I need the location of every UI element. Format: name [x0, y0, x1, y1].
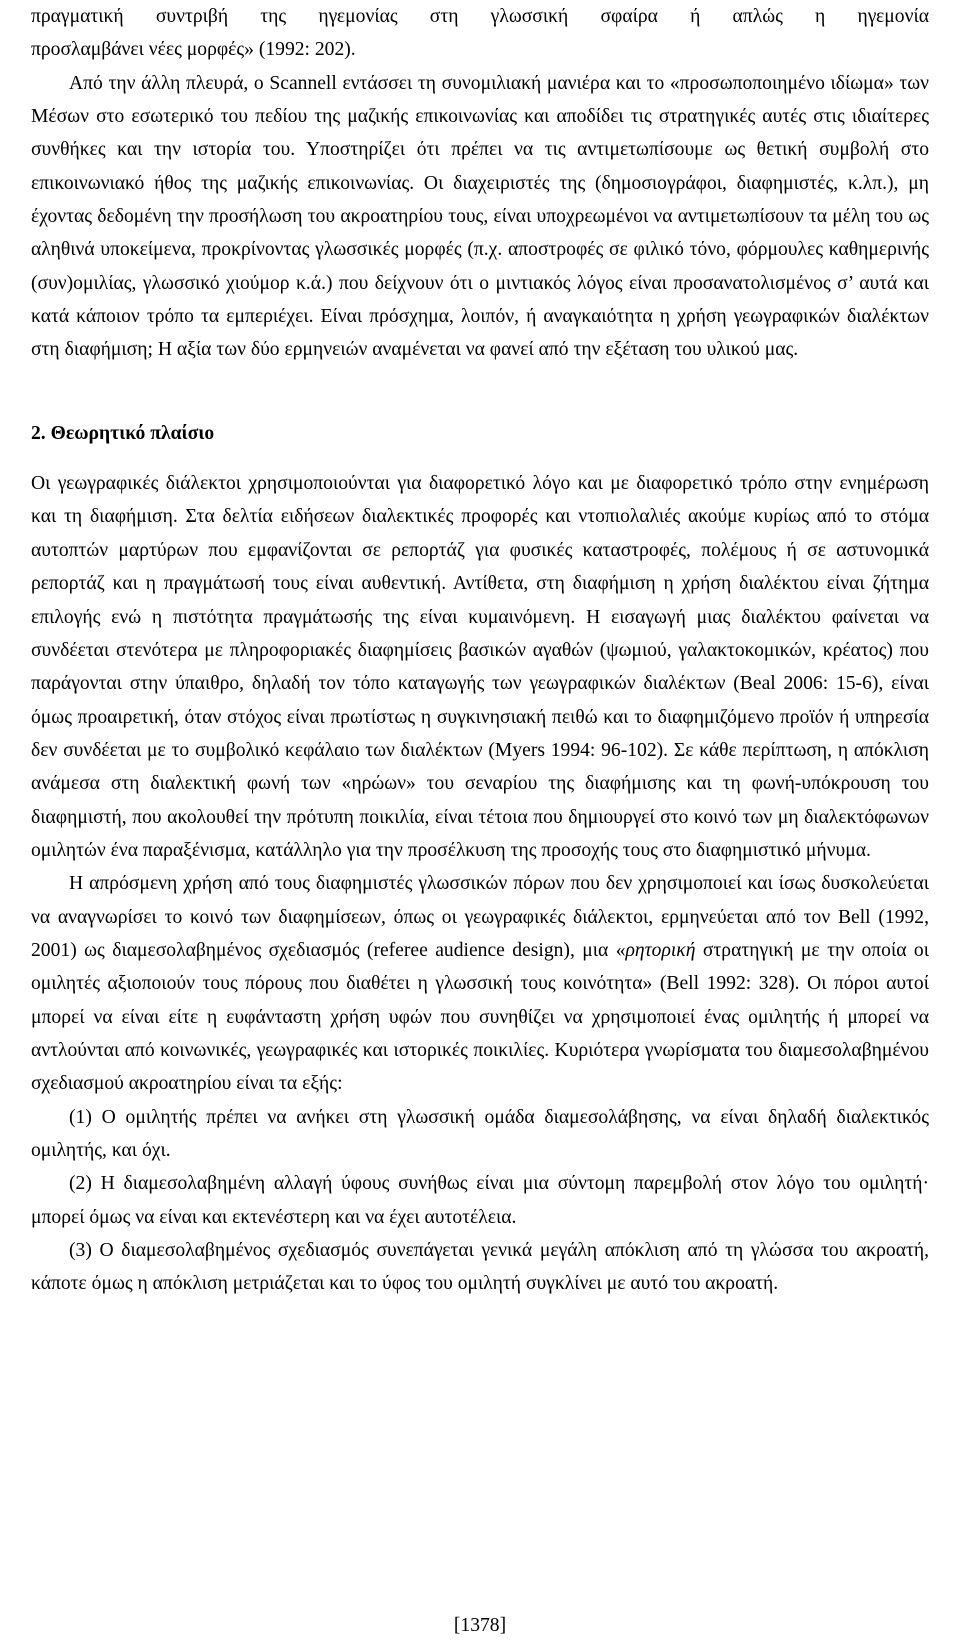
page-number: [1378] — [453, 1615, 507, 1636]
list-item-1: (1) Ο ομιλητής πρέπει να ανήκει στη γλωσσική ομάδα διαμεσολάβησης, να είναι δηλαδή διαλεκτικός ομιλητής, και όχι. — [31, 1106, 929, 1161]
document-page — [31, 0, 929, 1301]
opening-paragraph — [31, 0, 929, 33]
theory-paragraph-1: Οι γεωγραφικές διάλεκτοι χρησιμοποιούνται για διαφορετικό λόγο και με διαφορετικό τρόπο στην ενημέρωση και τη διαφήμιση. Στα δελτία ειδήσεων διαλεκτικές προφορές και ντοπιολαλιές ακούμε κυρίως από το στόμα αυτοπτών μαρτύρων που εμφανίζονται σε ρεπορτάζ για φυσικές καταστροφές, πολέμους ή σε αστυνομικά ρεπορτάζ και η πραγμάτωσή τους είναι αυθεντική. Αντίθετα, στη διαφήμιση η χρήση διαλέκτου είναι ζήτημα επιλογής ενώ η πιστότητα πραγμάτωσής της είναι κυμαινόμενη. Η εισαγωγή μιας διαλέκτου φαίνεται να συνδέεται στενότερα με πληροφοριακές διαφημίσεις βασικών αγαθών (ψωμιού, γαλακτοκομικών, κρέατος) που παράγονται στην ύπαιθρο, δηλαδή τον τόπο καταγωγής των γεωγραφικών διαλέκτων (Beal 2006: 15-6), είναι όμως προαιρετική, όταν στόχος είναι πρωτίστως η συγκινησιακή πειθώ και το διαφημιζόμενο προϊόν ή υπηρεσία δεν συνδέεται με το συμβολικό κεφάλαιο των διαλέκτων (Myers 1994: 96-102). Σε κάθε περίπτωση, η απόκλιση ανάμεσα στη διαλεκτική φωνή των «ηρώων» του σεναρίου της διαφήμισης και τη φωνή-υπόκρουση του διαφημιστή, που ακολουθεί την πρότυπη ποικιλία, είναι τέτοια που δημιουργεί στο κοινό των μη διαλεκτόφωνων ομιλητών ένα παραξένισμα, κατάλληλο για την προσέλκυση της προσοχής τους στο διαφημιστικό μήνυμα. — [31, 473, 929, 861]
theory-paragraph-2-text-before-italic: Η απρόσμενη χρήση από τους διαφημιστές γλωσσικών πόρων που δεν χρησιμοποιεί και ίσως δυσκολεύεται να αναγνωρίσει το κοινό των διαφημίσεων, όπως οι γεωγραφικές διάλεκτοι, ερμηνεύεται από τον Bell (1992, 2001) ως διαμεσολαβημένος σχεδιασμός (referee audience design), μια « — [31, 873, 929, 961]
opening-line-1: πραγματική συντριβή της ηγεμονίας στη γλωσσική σφαίρα ή απλώς η ηγεμονία — [31, 6, 929, 27]
italic-term-rhetorical: ρητορική — [625, 939, 696, 961]
list-item-2: (2) Η διαμεσολαβημένη αλλαγή ύφους συνήθως είναι μια σύντομη παρεμβολή στον λόγο του ομιλητή· μπορεί όμως να είναι και εκτενέστερη και να έχει αυτοτέλεια. — [31, 1173, 929, 1228]
scannell-paragraph: Από την άλλη πλευρά, ο Scannell εντάσσει τη συνομιλιακή μανιέρα και το «προσωποποιημένο ιδίωμα» των Μέσων στο εσωτερικό του πεδίου της μαζικής επικοινωνίας και αποδίδει τις στρατηγικές αυτές στις ιδιαίτερες συνθήκες και την ιστορία του. Υποστηρίζει ότι πρέπει να τις αντιμετωπίσουμε ως θετική συμβολή στο επικοινωνιακό ήθος της μαζικής επικοινωνίας. Οι διαχειριστές της (δημοσιογράφοι, διαφημιστές, κ.λπ.), μη έχοντας δεδομένη την προσήλωση του ακροατηρίου τους, είναι υποχρεωμένοι να αντιμετωπίσουν τα μέλη του ως αληθινά υποκείμενα, προκρίνοντας γλωσσικές μορφές (π.χ. αποστροφές σε φιλικό τόνο, φόρμουλες καθημερινής (συν)ομιλίας, γλωσσικό χιούμορ κ.ά.) που δείχνουν ότι ο μιντιακός λόγος είναι προσανατολισμένος σ’ αυτά και κατά κάποιον τρόπο τα εμπεριέχει. Είναι πρόσχημα, λοιπόν, ή αναγκαιότητα η χρήση γεωγραφικών διαλέκτων στη διαφήμιση; Η αξία των δύο ερμηνειών αναμένεται να φανεί από την εξέταση του υλικού μας. — [31, 72, 929, 361]
section-heading: 2. Θεωρητικό πλαίσιο — [31, 422, 215, 444]
theory-paragraph-2-text-after-italic: στρατηγική με την οποία οι ομιλητές αξιοποιούν τους πόρους που διαθέτει η γλωσσική τους κοινότητα» (Bell 1992: 328). Οι πόροι αυτοί μπορεί να είναι είτε η ευφάνταστη χρήση υφών που συνηθίζει να χρησιμοποιεί ένας ομιλητής ή μπορεί να αντλούνται από κοινωνικές, γεωγραφικές και ιστορικές ποικιλίες. Κυριότερα γνωρίσματα του διαμεσολαβημένου σχεδιασμού ακροατηρίου είναι τα εξής: — [31, 939, 929, 1095]
theory-paragraph-2 — [31, 867, 929, 1100]
opening-paragraph-ending — [31, 33, 929, 66]
heading-spacing — [31, 450, 929, 467]
list-item-3: (3) Ο διαμεσολαβημένος σχεδιασμός συνεπάγεται γενικά μεγάλη απόκλιση από τη γλώσσα του ακροατή, κάποτε όμως η απόκλιση μετριάζεται και το ύφος του ομιλητή συγκλίνει με αυτό του ακροατή. — [31, 1240, 929, 1295]
opening-line-2: προσλαμβάνει νέες μορφές» (1992: 202). — [31, 39, 356, 61]
section-spacing — [31, 367, 929, 417]
